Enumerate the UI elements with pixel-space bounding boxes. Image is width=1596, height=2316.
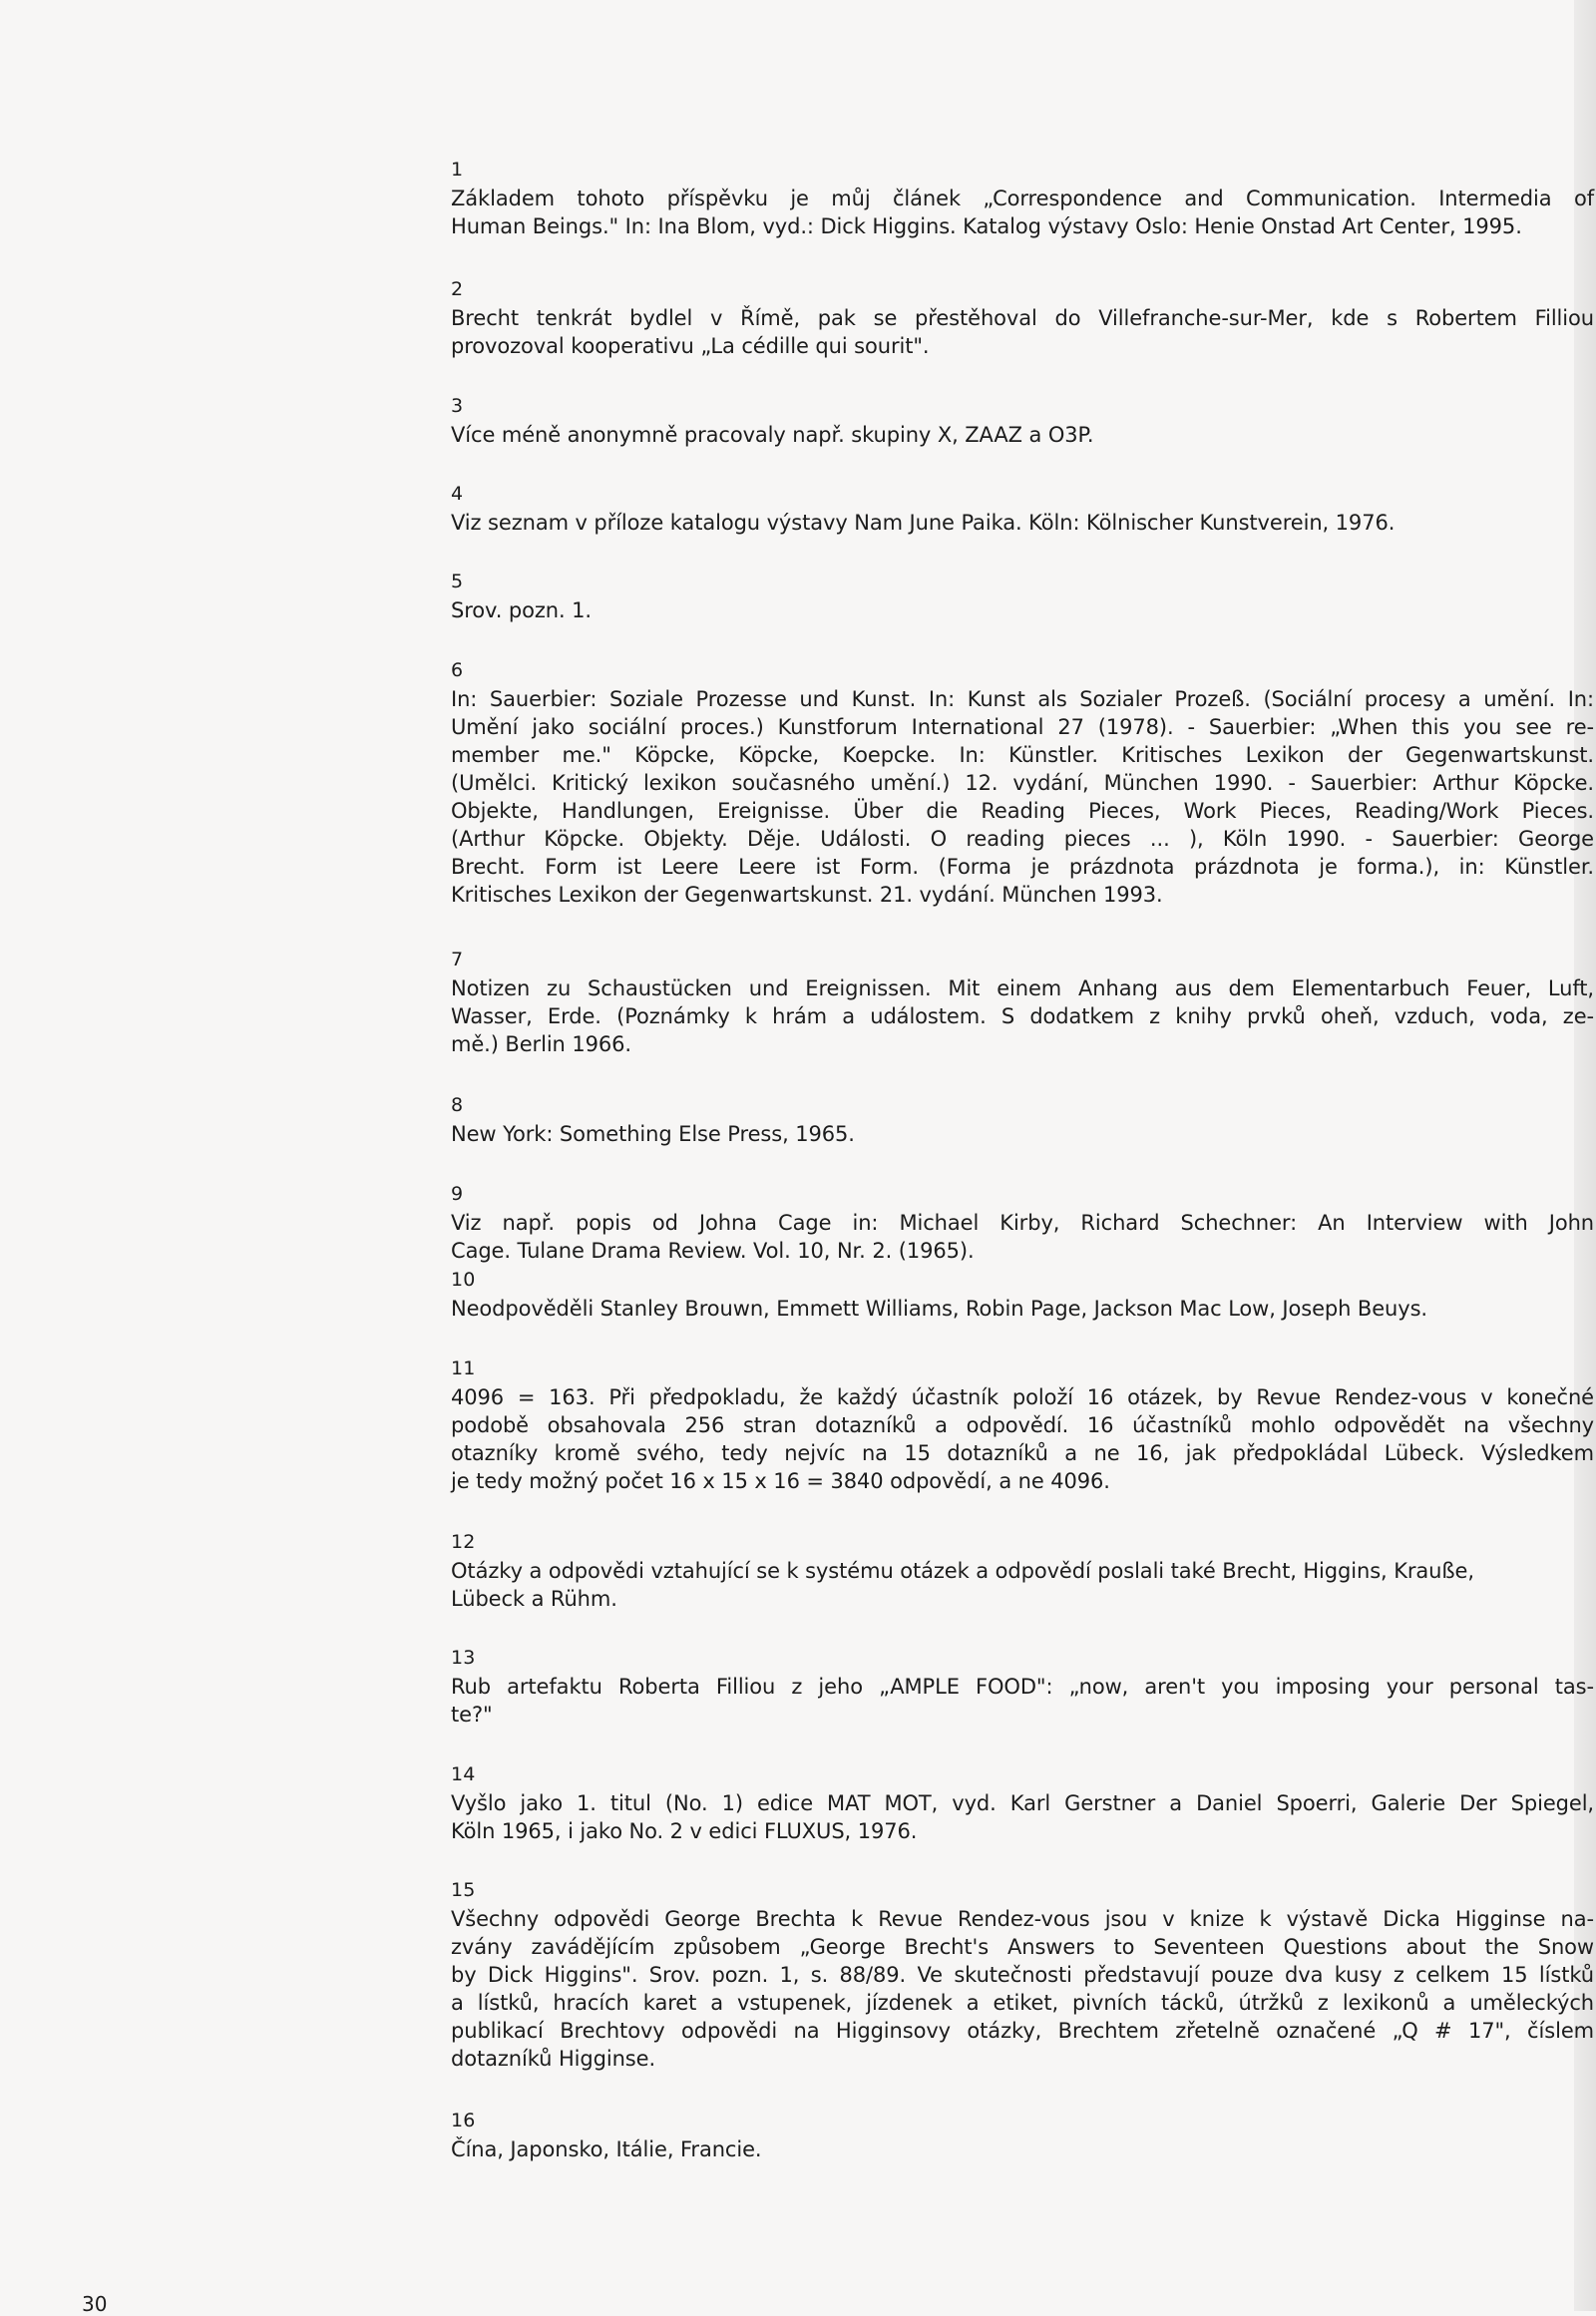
note-line: zvány zavádějícím způsobem „George Brecht's Answers to Seventeen Questions about the Snow bbox=[451, 1935, 1594, 1959]
note-4 bbox=[451, 479, 1594, 537]
note-14 bbox=[451, 1759, 1594, 1845]
note-number: 12 bbox=[451, 1531, 476, 1553]
note-line: 4096 = 163. Při předpokladu, že každý účastník položí 16 otázek, by Revue Rendez-vous v konečné bbox=[451, 1385, 1594, 1409]
note-number: 11 bbox=[451, 1357, 476, 1379]
note-line: Cage. Tulane Drama Review. Vol. 10, Nr. 2. (1965). bbox=[451, 1239, 975, 1263]
note-line: provozoval kooperativu „La cédille qui sourit". bbox=[451, 334, 930, 358]
note-13 bbox=[451, 1643, 1594, 1729]
note-line: Brecht. Form ist Leere Leere ist Form. (Forma je prázdnota prázdnota je forma.), in: Künstler. bbox=[451, 855, 1594, 879]
note-line: Human Beings." In: Ina Blom, vyd.: Dick Higgins. Katalog výstavy Oslo: Henie Onstad Art Center, 1995. bbox=[451, 214, 1522, 238]
note-line: (Umělci. Kritický lexikon současného umění.) 12. vydání, München 1990. - Sauerbier: Arthur Köpcke. bbox=[451, 771, 1594, 795]
note-line: Brecht tenkrát bydlel v Římě, pak se přestěhoval do Villefranche-sur-Mer, kde s Robertem Filliou bbox=[451, 306, 1594, 330]
note-line: publikací Brechtovy odpovědi na Higginsovy otázky, Brechtem zřetelně označené „Q # 17", číslem bbox=[451, 2019, 1594, 2043]
note-12 bbox=[451, 1527, 1594, 1613]
note-7 bbox=[451, 945, 1594, 1058]
note-number: 7 bbox=[451, 949, 464, 970]
note-15 bbox=[451, 1875, 1594, 2073]
note-line: Více méně anonymně pracovaly např. skupiny X, ZAAZ a O3P. bbox=[451, 423, 1094, 447]
page-number: 30 bbox=[82, 2292, 108, 2316]
note-line: member me." Köpcke, Köpcke, Koepcke. In: Künstler. Kritisches Lexikon der Gegenwartskunst. bbox=[451, 743, 1594, 767]
note-line: otazníky kromě svého, tedy nejvíc na 15 dotazníků a ne 16, jak předpokládal Lübeck. Výsledkem bbox=[451, 1441, 1594, 1465]
note-11 bbox=[451, 1353, 1594, 1495]
note-number: 3 bbox=[451, 395, 464, 417]
note-line: In: Sauerbier: Soziale Prozesse und Kunst. In: Kunst als Sozialer Prozeß. (Sociální procesy a umění. In: bbox=[451, 687, 1594, 711]
note-line: Srov. pozn. 1. bbox=[451, 598, 592, 622]
note-line: Notizen zu Schaustücken und Ereignissen. Mit einem Anhang aus dem Elementarbuch Feuer, Luft, bbox=[451, 976, 1594, 1000]
note-line: Rub artefaktu Roberta Filliou z jeho „AMPLE FOOD": „now, aren't you imposing your personal tas- bbox=[451, 1675, 1594, 1699]
note-number: 10 bbox=[451, 1269, 476, 1291]
note-2 bbox=[451, 274, 1594, 360]
note-number: 16 bbox=[451, 2110, 476, 2131]
note-line: Umění jako sociální proces.) Kunstforum International 27 (1978). - Sauerbier: „When this you see re- bbox=[451, 715, 1594, 739]
note-8 bbox=[451, 1090, 1594, 1148]
note-line: Viz např. popis od Johna Cage in: Michael Kirby, Richard Schechner: An Interview with John bbox=[451, 1211, 1594, 1235]
note-number: 4 bbox=[451, 483, 464, 505]
note-line: dotazníků Higginse. bbox=[451, 2047, 656, 2071]
note-line: New York: Something Else Press, 1965. bbox=[451, 1122, 855, 1146]
note-line: Otázky a odpovědi vztahující se k systému otázek a odpovědí poslali také Brecht, Higgins, Krauße, bbox=[451, 1559, 1474, 1583]
note-line: je tedy možný počet 16 x 15 x 16 = 3840 odpovědí, a ne 4096. bbox=[451, 1469, 1110, 1493]
note-line: Neodpověděli Stanley Brouwn, Emmett Williams, Robin Page, Jackson Mac Low, Joseph Beuys. bbox=[451, 1297, 1427, 1321]
note-number: 14 bbox=[451, 1763, 476, 1785]
note-line: Čína, Japonsko, Itálie, Francie. bbox=[451, 2137, 762, 2161]
note-line: Lübeck a Rühm. bbox=[451, 1587, 617, 1611]
note-number: 6 bbox=[451, 659, 464, 681]
note-number: 2 bbox=[451, 278, 464, 300]
note-number: 13 bbox=[451, 1647, 476, 1669]
note-line: by Dick Higgins". Srov. pozn. 1, s. 88/89. Ve skutečnosti představují pouze dva kusy z celkem 15 lístků bbox=[451, 1963, 1594, 1987]
note-number: 9 bbox=[451, 1183, 464, 1205]
note-10 bbox=[451, 1265, 1594, 1323]
note-line: Wasser, Erde. (Poznámky k hrám a událostem. S dodatkem z knihy prvků oheň, vzduch, voda, ze- bbox=[451, 1004, 1594, 1028]
note-line: podobě obsahovala 256 stran dotazníků a odpovědí. 16 účastníků mohlo odpovědět na všechny bbox=[451, 1413, 1594, 1437]
note-line: Všechny odpovědi George Brechta k Revue Rendez-vous jsou v knize k výstavě Dicka Higginse na- bbox=[451, 1907, 1594, 1931]
note-6 bbox=[451, 655, 1594, 909]
note-line: Vyšlo jako 1. titul (No. 1) edice MAT MOT, vyd. Karl Gerstner a Daniel Spoerri, Galerie Der Spiegel, bbox=[451, 1791, 1594, 1815]
note-line: Objekte, Handlungen, Ereignisse. Über die Reading Pieces, Work Pieces, Reading/Work Pieces. bbox=[451, 799, 1594, 823]
note-line: a lístků, hracích karet a vstupenek, jízdenek a etiket, pivních tácků, útržků z lexikonů a uměleckých bbox=[451, 1991, 1594, 2015]
note-line: Viz seznam v příloze katalogu výstavy Nam June Paika. Köln: Kölnischer Kunstverein, 1976. bbox=[451, 511, 1396, 535]
note-1 bbox=[451, 155, 1594, 240]
note-number: 5 bbox=[451, 571, 464, 592]
note-line: Základem tohoto příspěvku je můj článek „Correspondence and Communication. Intermedia of bbox=[451, 187, 1594, 210]
note-line: Kritisches Lexikon der Gegenwartskunst. 21. vydání. München 1993. bbox=[451, 883, 1163, 907]
note-line: te?" bbox=[451, 1703, 493, 1727]
note-line: Köln 1965, i jako No. 2 v edici FLUXUS, 1976. bbox=[451, 1819, 918, 1843]
note-16 bbox=[451, 2106, 1594, 2163]
note-5 bbox=[451, 567, 1594, 624]
note-3 bbox=[451, 391, 1594, 449]
note-9 bbox=[451, 1179, 1594, 1265]
note-number: 15 bbox=[451, 1879, 476, 1901]
note-line: mě.) Berlin 1966. bbox=[451, 1032, 631, 1056]
note-number: 1 bbox=[451, 159, 464, 181]
note-number: 8 bbox=[451, 1094, 464, 1116]
note-line: (Arthur Köpcke. Objekty. Děje. Události. O reading pieces ... ), Köln 1990. - Sauerbier: George bbox=[451, 827, 1594, 851]
